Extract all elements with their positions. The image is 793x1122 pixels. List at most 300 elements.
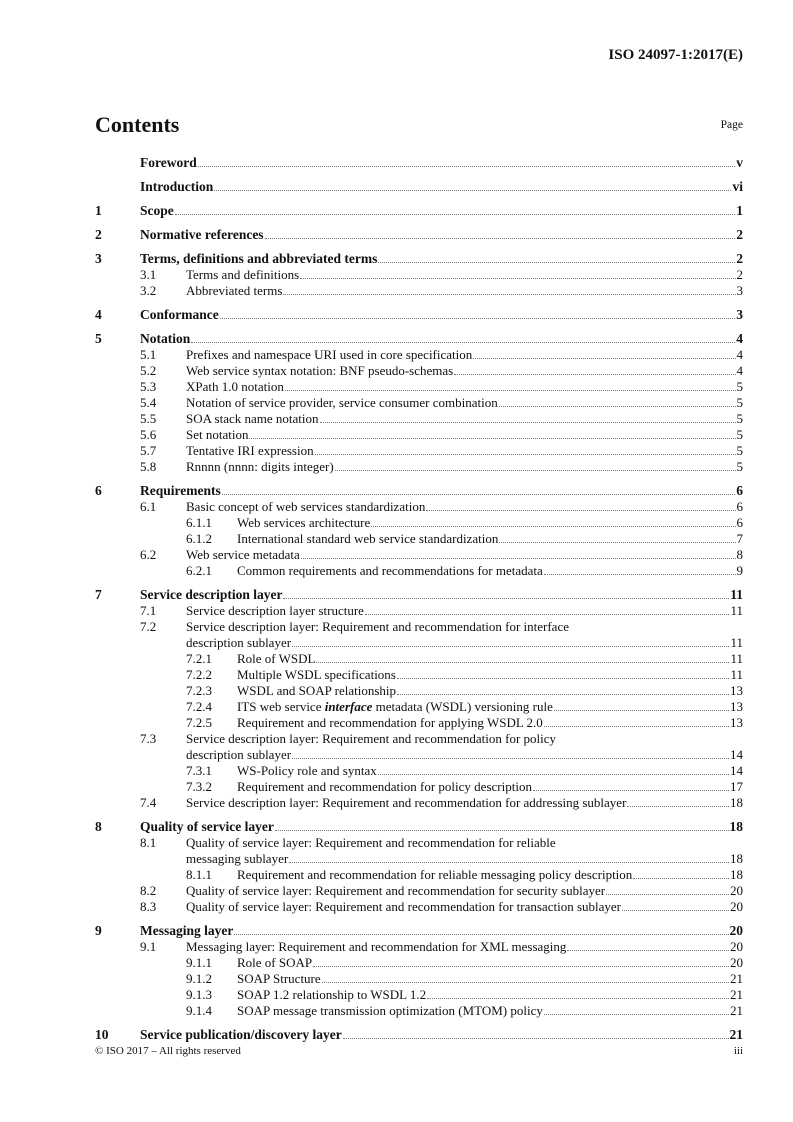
toc-entry-title-continued: messaging sublayer bbox=[186, 851, 289, 866]
toc-entry-body bbox=[237, 515, 743, 531]
toc-page-number[interactable]: 11 bbox=[730, 651, 743, 666]
toc-entry-body bbox=[186, 603, 743, 619]
toc-page-number[interactable]: 21 bbox=[730, 987, 743, 1002]
toc-page-number[interactable]: 5 bbox=[736, 443, 743, 458]
toc-entry-title bbox=[186, 899, 621, 915]
section-number: 7.2.2 bbox=[186, 667, 212, 682]
toc-page-number[interactable]: vi bbox=[732, 179, 743, 194]
toc-page-number[interactable]: 18 bbox=[729, 819, 743, 834]
section-number: 6.2.1 bbox=[186, 563, 212, 578]
toc-entry-body bbox=[140, 923, 743, 939]
dot-leader bbox=[473, 347, 735, 359]
title-text: Quality of service layer: Requirement and recommendation for transaction sublayer bbox=[186, 899, 621, 914]
toc-page-number[interactable]: 20 bbox=[730, 939, 743, 954]
title-text: Conformance bbox=[140, 307, 219, 322]
dot-leader bbox=[283, 587, 729, 599]
section-number: 7.1 bbox=[140, 603, 157, 618]
toc-entry[interactable] bbox=[95, 795, 743, 811]
title-text: SOAP 1.2 relationship to WSDL 1.2 bbox=[237, 987, 427, 1002]
toc-entry[interactable] bbox=[95, 203, 743, 219]
toc-entry-title bbox=[186, 363, 453, 379]
toc-entry[interactable] bbox=[95, 267, 743, 283]
toc-entry-body bbox=[186, 443, 743, 459]
title-text: Web services architecture bbox=[237, 515, 371, 530]
toc-entry-body bbox=[237, 531, 743, 547]
toc-entry[interactable] bbox=[95, 683, 743, 699]
dot-leader bbox=[335, 459, 736, 471]
toc-entry-title bbox=[186, 411, 319, 427]
toc-page-number[interactable]: 20 bbox=[730, 883, 743, 898]
section-number: 6.1 bbox=[140, 499, 157, 514]
title-text: Web service syntax notation: BNF pseudo-schemas bbox=[186, 363, 454, 378]
toc-entry-body bbox=[237, 867, 743, 883]
toc-entry-body bbox=[140, 179, 743, 195]
toc-entry[interactable] bbox=[95, 411, 743, 427]
toc-page-number[interactable]: 11 bbox=[730, 587, 743, 602]
section-number: 7.4 bbox=[140, 795, 157, 810]
dot-leader bbox=[292, 747, 729, 759]
toc-page-number[interactable]: 5 bbox=[736, 379, 743, 394]
toc-entry-body bbox=[237, 651, 743, 667]
toc-entry-title bbox=[186, 347, 472, 363]
title-text: Messaging layer: Requirement and recommendation for XML messaging bbox=[186, 939, 567, 954]
toc-entry[interactable] bbox=[95, 347, 743, 363]
toc-entry-title bbox=[186, 939, 566, 955]
toc-entry-body bbox=[237, 779, 743, 795]
toc-entry[interactable] bbox=[95, 883, 743, 899]
toc-entry-body bbox=[237, 987, 743, 1003]
toc-page-number[interactable]: 2 bbox=[736, 227, 743, 242]
toc-entry-body bbox=[186, 747, 743, 763]
section-number: 8.2 bbox=[140, 883, 157, 898]
toc-entry[interactable] bbox=[95, 667, 743, 683]
section-number: 1 bbox=[95, 203, 102, 218]
toc-entry[interactable] bbox=[95, 699, 743, 715]
toc-page-number[interactable]: 1 bbox=[736, 203, 743, 218]
toc-entry-body bbox=[140, 483, 743, 499]
toc-entry-title bbox=[140, 587, 282, 603]
section-number: 7.2.1 bbox=[186, 651, 212, 666]
toc-entry[interactable] bbox=[95, 427, 743, 443]
title-text: Service publication/discovery layer bbox=[140, 1027, 342, 1042]
footer bbox=[95, 1045, 743, 1057]
toc-entry-continuation[interactable] bbox=[95, 747, 743, 763]
dot-leader bbox=[544, 715, 729, 727]
section-number: 7.2.3 bbox=[186, 683, 212, 698]
toc-entry-body bbox=[186, 267, 743, 283]
dot-leader bbox=[315, 443, 736, 455]
title-text: Role of WSDL bbox=[237, 651, 316, 666]
toc-entry-title bbox=[140, 251, 377, 267]
dot-leader bbox=[292, 635, 729, 647]
toc-entry[interactable] bbox=[95, 531, 743, 547]
toc-entry-body bbox=[140, 331, 743, 347]
toc-page-number[interactable]: 5 bbox=[736, 459, 743, 474]
dot-leader bbox=[191, 331, 735, 343]
toc-entry-body bbox=[186, 379, 743, 395]
toc-page-number[interactable]: 4 bbox=[736, 347, 743, 362]
dot-leader bbox=[249, 427, 735, 439]
section-number: 8 bbox=[95, 819, 102, 834]
toc-entry-title bbox=[237, 699, 553, 715]
toc-entry[interactable] bbox=[95, 715, 743, 731]
toc-entry[interactable] bbox=[95, 971, 743, 987]
toc-entry-body bbox=[186, 883, 743, 899]
document-id-header: ISO 24097-1:2017(E) bbox=[608, 47, 743, 63]
toc-entry[interactable] bbox=[95, 227, 743, 243]
toc-entry[interactable] bbox=[95, 283, 743, 299]
dot-leader bbox=[220, 307, 736, 319]
section-number: 5.1 bbox=[140, 347, 157, 362]
title-text: Web service metadata bbox=[186, 547, 300, 562]
dot-leader bbox=[454, 363, 735, 375]
toc-entry-body bbox=[186, 411, 743, 427]
toc-entry-title: Quality of service layer: Requirement and recommendation for reliable bbox=[186, 835, 556, 850]
toc-entry-body bbox=[186, 459, 743, 475]
toc-entry-body bbox=[140, 587, 743, 603]
toc-entry[interactable] bbox=[95, 563, 743, 579]
toc-entry-title bbox=[186, 499, 425, 515]
title-text: Notation bbox=[140, 331, 191, 346]
toc-entry-title bbox=[237, 683, 396, 699]
toc-page-number[interactable]: 18 bbox=[730, 795, 743, 810]
toc-entry-title bbox=[186, 267, 299, 283]
section-number: 5.2 bbox=[140, 363, 157, 378]
section-number: 5.3 bbox=[140, 379, 157, 394]
toc-entry-body bbox=[186, 635, 743, 651]
toc-entry[interactable] bbox=[95, 779, 743, 795]
toc-entry-body bbox=[186, 547, 743, 563]
toc-page-number[interactable]: 7 bbox=[736, 531, 743, 546]
page-column-label: Page bbox=[720, 119, 743, 131]
section-number: 9.1.3 bbox=[186, 987, 212, 1002]
toc-entry-body bbox=[237, 683, 743, 699]
toc-page-number[interactable]: 2 bbox=[736, 267, 743, 282]
toc-entry[interactable] bbox=[95, 763, 743, 779]
toc-entry-body bbox=[237, 763, 743, 779]
section-number: 5.7 bbox=[140, 443, 157, 458]
title-text: Set notation bbox=[186, 427, 249, 442]
toc-entry[interactable] bbox=[95, 483, 743, 499]
toc-page-number[interactable]: 5 bbox=[736, 395, 743, 410]
toc-page-number[interactable]: 13 bbox=[730, 699, 743, 714]
dot-leader bbox=[289, 851, 729, 863]
dot-leader bbox=[633, 867, 729, 879]
title-emphasis: interface bbox=[324, 699, 373, 714]
toc-page-number[interactable]: 21 bbox=[730, 1003, 743, 1018]
toc-entry-title bbox=[186, 883, 605, 899]
toc-page-number[interactable]: 17 bbox=[730, 779, 743, 794]
dot-leader bbox=[567, 939, 729, 951]
toc-entry-title bbox=[237, 651, 315, 667]
toc-page-number[interactable]: 6 bbox=[736, 515, 743, 530]
section-number: 7.3 bbox=[140, 731, 157, 746]
toc-entry-title bbox=[140, 203, 174, 219]
toc-entry[interactable] bbox=[95, 867, 743, 883]
toc-entry[interactable] bbox=[95, 459, 743, 475]
toc-page-number[interactable]: 14 bbox=[730, 747, 743, 762]
toc-entry-continuation[interactable] bbox=[95, 635, 743, 651]
title-text: Multiple WSDL specifications bbox=[237, 667, 396, 682]
toc-entry[interactable] bbox=[95, 987, 743, 1003]
title-text: Service description layer: Requirement and recommendation for addressing sublayer bbox=[186, 795, 627, 810]
dot-leader bbox=[622, 899, 729, 911]
dot-leader bbox=[265, 227, 736, 239]
toc-entry-title bbox=[237, 563, 543, 579]
toc-page-number[interactable]: 11 bbox=[730, 667, 743, 682]
toc-page-number[interactable]: 6 bbox=[736, 483, 743, 498]
title-text: ITS web service bbox=[237, 699, 325, 714]
section-number: 7.3.2 bbox=[186, 779, 212, 794]
toc-entry-title bbox=[140, 483, 221, 499]
dot-leader bbox=[313, 955, 729, 967]
toc-page-number[interactable]: 13 bbox=[730, 683, 743, 698]
toc-entry-title bbox=[237, 531, 498, 547]
title-text: Service description layer structure bbox=[186, 603, 364, 618]
toc-entry-body bbox=[186, 283, 743, 299]
toc-page-number[interactable]: 2 bbox=[736, 251, 743, 266]
section-number: 6.1.2 bbox=[186, 531, 212, 546]
title-text: SOA stack name notation bbox=[186, 411, 319, 426]
title-text-post: metadata (WSDL) versioning rule bbox=[372, 699, 553, 714]
toc-page-number[interactable]: 11 bbox=[730, 603, 743, 618]
dot-leader bbox=[316, 651, 729, 663]
toc-entry-title: Service description layer: Requirement and recommendation for policy bbox=[186, 731, 557, 746]
toc-page-number[interactable]: 18 bbox=[730, 867, 743, 882]
toc-entry[interactable] bbox=[95, 651, 743, 667]
title-text: Scope bbox=[140, 203, 174, 218]
toc-entry[interactable] bbox=[95, 899, 743, 915]
title-text: Prefixes and namespace URI used in core specification bbox=[186, 347, 473, 362]
section-number: 7.3.1 bbox=[186, 763, 212, 778]
toc-entry[interactable] bbox=[95, 819, 743, 835]
toc-entry-title bbox=[237, 667, 396, 683]
toc-entry[interactable] bbox=[95, 1027, 743, 1043]
section-number: 8.3 bbox=[140, 899, 157, 914]
dot-leader bbox=[275, 819, 729, 831]
toc-entry[interactable] bbox=[95, 923, 743, 939]
toc-entry-body bbox=[186, 499, 743, 515]
section-number: 5.5 bbox=[140, 411, 157, 426]
toc-entry-title bbox=[186, 395, 498, 411]
section-number: 6.2 bbox=[140, 547, 157, 562]
toc-entry[interactable] bbox=[95, 363, 743, 379]
dot-leader bbox=[427, 987, 729, 999]
title-text: Rnnnn (nnnn: digits integer) bbox=[186, 459, 334, 474]
toc-entry-body bbox=[140, 203, 743, 219]
toc-entry-title bbox=[186, 547, 300, 563]
toc-entry[interactable] bbox=[95, 395, 743, 411]
toc-page-number[interactable]: 4 bbox=[736, 363, 743, 378]
toc-entry-title bbox=[237, 867, 632, 883]
title-text: Requirements bbox=[140, 483, 221, 498]
toc-page-number[interactable]: 21 bbox=[730, 971, 743, 986]
section-number: 3.1 bbox=[140, 267, 157, 282]
title-text: SOAP Structure bbox=[237, 971, 321, 986]
dot-leader bbox=[606, 883, 729, 895]
toc-page-number[interactable]: 6 bbox=[736, 499, 743, 514]
toc-entry[interactable] bbox=[95, 1003, 743, 1019]
dot-leader bbox=[554, 699, 729, 711]
title-text: SOAP message transmission optimization (MTOM) policy bbox=[237, 1003, 543, 1018]
toc-entry-body bbox=[140, 819, 743, 835]
toc-page-number[interactable]: 3 bbox=[736, 307, 743, 322]
toc-entry-body bbox=[237, 563, 743, 579]
toc-entry-title bbox=[237, 987, 426, 1003]
toc-entry-title bbox=[237, 779, 532, 795]
dot-leader bbox=[283, 283, 735, 295]
title-text: Common requirements and recommendations for metadata bbox=[237, 563, 543, 578]
dot-leader bbox=[322, 971, 729, 983]
dot-leader bbox=[544, 1003, 729, 1015]
toc-entry[interactable] bbox=[95, 251, 743, 267]
toc-page-number[interactable]: 3 bbox=[736, 283, 743, 298]
toc-entry-continuation[interactable] bbox=[95, 851, 743, 867]
toc-entry[interactable] bbox=[95, 331, 743, 347]
toc-page-number[interactable]: 13 bbox=[730, 715, 743, 730]
toc-entry-title bbox=[140, 819, 274, 835]
toc-entry-title bbox=[237, 763, 377, 779]
dot-leader bbox=[301, 547, 736, 559]
toc-entry-title bbox=[186, 603, 364, 619]
title-text: WSDL and SOAP relationship bbox=[237, 683, 396, 698]
dot-leader bbox=[365, 603, 730, 615]
toc-entry-body bbox=[140, 307, 743, 323]
toc-entry[interactable] bbox=[95, 155, 743, 171]
title-text: Messaging layer bbox=[140, 923, 234, 938]
title-text: International standard web service standardization bbox=[237, 531, 499, 546]
toc-entry-body bbox=[237, 715, 743, 731]
toc-entry[interactable] bbox=[95, 731, 743, 747]
toc-page-number[interactable]: 20 bbox=[730, 955, 743, 970]
dot-leader bbox=[397, 683, 729, 695]
toc-entry-title bbox=[186, 459, 334, 475]
table-of-contents bbox=[95, 155, 743, 1043]
toc-entry[interactable] bbox=[95, 603, 743, 619]
dot-leader bbox=[426, 499, 735, 511]
section-number: 3.2 bbox=[140, 283, 157, 298]
toc-entry[interactable] bbox=[95, 955, 743, 971]
title-text: Normative references bbox=[140, 227, 264, 242]
toc-page-number[interactable]: 4 bbox=[736, 331, 743, 346]
toc-entry-body bbox=[186, 795, 743, 811]
section-number: 9.1.2 bbox=[186, 971, 212, 986]
title-text: Quality of service layer: Requirement and recommendation for security sublayer bbox=[186, 883, 606, 898]
toc-entry[interactable] bbox=[95, 307, 743, 323]
section-number: 5 bbox=[95, 331, 102, 346]
toc-entry-body bbox=[186, 731, 743, 747]
toc-entry-body bbox=[237, 667, 743, 683]
section-number: 5.6 bbox=[140, 427, 157, 442]
title-text: Notation of service provider, service consumer combination bbox=[186, 395, 498, 410]
toc-entry[interactable] bbox=[95, 379, 743, 395]
toc-entry[interactable] bbox=[95, 499, 743, 515]
toc-entry-title bbox=[237, 971, 321, 987]
toc-page-number[interactable]: 18 bbox=[730, 851, 743, 866]
toc-page-number[interactable]: 5 bbox=[736, 411, 743, 426]
title-text: Terms and definitions bbox=[186, 267, 300, 282]
toc-entry[interactable] bbox=[95, 515, 743, 531]
section-number: 8.1.1 bbox=[186, 867, 212, 882]
title-text: Service description layer bbox=[140, 587, 283, 602]
section-number: 3 bbox=[95, 251, 102, 266]
title-text: Tentative IRI expression bbox=[186, 443, 314, 458]
section-number: 7 bbox=[95, 587, 102, 602]
dot-leader bbox=[222, 483, 736, 495]
toc-entry-body bbox=[186, 851, 743, 867]
dot-leader bbox=[397, 667, 730, 679]
title-text: Requirement and recommendation for applying WSDL 2.0 bbox=[237, 715, 543, 730]
toc-entry[interactable] bbox=[95, 179, 743, 195]
toc-entry-body bbox=[237, 971, 743, 987]
toc-entry[interactable] bbox=[95, 619, 743, 635]
title-text: Role of SOAP bbox=[237, 955, 313, 970]
toc-entry[interactable] bbox=[95, 835, 743, 851]
toc-entry[interactable] bbox=[95, 443, 743, 459]
dot-leader bbox=[175, 203, 736, 215]
title-text: XPath 1.0 notation bbox=[186, 379, 284, 394]
toc-page-number[interactable]: 11 bbox=[730, 635, 743, 650]
toc-entry-body bbox=[186, 835, 743, 851]
toc-entry[interactable] bbox=[95, 547, 743, 563]
toc-page-number[interactable]: 8 bbox=[736, 547, 743, 562]
page-number: iii bbox=[733, 1045, 743, 1057]
toc-entry-body bbox=[237, 1003, 743, 1019]
toc-entry-title-continued: description sublayer bbox=[186, 635, 292, 650]
toc-page-number[interactable]: 14 bbox=[730, 763, 743, 778]
toc-page-number[interactable]: 5 bbox=[736, 427, 743, 442]
dot-leader bbox=[371, 515, 735, 527]
dot-leader bbox=[627, 795, 729, 807]
toc-entry-body bbox=[186, 363, 743, 379]
toc-entry[interactable] bbox=[95, 939, 743, 955]
toc-entry-title bbox=[140, 1027, 342, 1043]
title-text: Requirement and recommendation for reliable messaging policy description bbox=[237, 867, 633, 882]
toc-page-number[interactable]: 21 bbox=[729, 1027, 743, 1042]
title-text: Basic concept of web services standardization bbox=[186, 499, 426, 514]
section-number: 5.8 bbox=[140, 459, 157, 474]
toc-entry-body bbox=[186, 899, 743, 915]
title-text: Introduction bbox=[140, 179, 214, 194]
dot-leader bbox=[499, 395, 736, 407]
toc-entry-body bbox=[140, 1027, 743, 1043]
toc-page-number[interactable]: v bbox=[736, 155, 743, 170]
section-number: 9.1 bbox=[140, 939, 157, 954]
dot-leader bbox=[533, 779, 729, 791]
title-text: WS-Policy role and syntax bbox=[237, 763, 377, 778]
toc-entry[interactable] bbox=[95, 587, 743, 603]
toc-page-number[interactable]: 20 bbox=[730, 899, 743, 914]
dot-leader bbox=[499, 531, 735, 543]
section-number: 5.4 bbox=[140, 395, 157, 410]
toc-entry-body bbox=[140, 155, 743, 171]
toc-entry-title bbox=[140, 331, 190, 347]
section-number: 9.1.1 bbox=[186, 955, 212, 970]
title-text: Foreword bbox=[140, 155, 197, 170]
toc-page-number[interactable]: 9 bbox=[736, 563, 743, 578]
toc-entry-title bbox=[140, 179, 213, 195]
dot-leader bbox=[285, 379, 736, 391]
toc-entry-title bbox=[186, 283, 282, 299]
toc-page-number[interactable]: 20 bbox=[729, 923, 743, 938]
toc-entry-title bbox=[237, 955, 312, 971]
toc-entry-body bbox=[237, 955, 743, 971]
toc-entry-body bbox=[186, 939, 743, 955]
section-number: 7.2 bbox=[140, 619, 157, 634]
toc-entry-body bbox=[186, 347, 743, 363]
dot-leader bbox=[214, 179, 731, 191]
dot-leader bbox=[544, 563, 736, 575]
